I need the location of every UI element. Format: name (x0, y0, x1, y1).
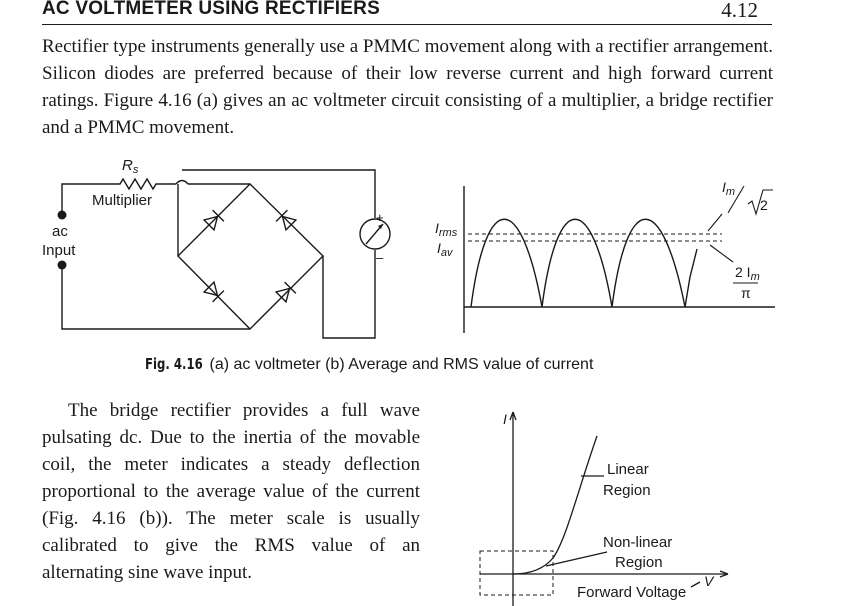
input-label-ac: ac (52, 223, 68, 240)
figure-caption (145, 355, 593, 374)
section-header (42, 0, 772, 25)
forward-pointer (691, 582, 700, 587)
input-terminal-top (58, 211, 67, 220)
y-axis-label: I (503, 411, 507, 427)
figure-c-diode-curve (470, 400, 750, 606)
figure-label: Fig. 4.16 (145, 355, 203, 373)
irms-label: $I_{rms}$ (435, 220, 458, 239)
linear-label-2: Region (603, 482, 651, 499)
bridge-rectifier (178, 184, 323, 329)
meter-bottom-wire (323, 250, 375, 338)
rs-label: $R_s$ (122, 157, 139, 176)
input-bottom-wire (62, 265, 250, 329)
section-number: 4.12 (721, 0, 758, 22)
iv-curve (513, 436, 597, 574)
meter-top-wire (182, 170, 375, 218)
im-label: $I_m$ (722, 179, 736, 198)
forward-voltage-label: Forward Voltage (577, 584, 687, 601)
nonlinear-label-1: Non-linear (603, 534, 673, 551)
nonlinear-label-2: Region (615, 554, 663, 571)
body-paragraph: The bridge rectifier provides a full wave pulsating dc. Due to the inertia of the movable coil, the meter indicates a steady deflection proportional to the average value of the current (Fig. 4.16 (b)). The meter scale is usually calibrated to give the RMS value of an alternating sine wave input. (42, 400, 420, 583)
input-label-input: Input (42, 242, 76, 259)
sqrt2-label: 2 (760, 197, 768, 213)
linear-label-1: Linear (607, 461, 649, 478)
diode-bottom-right-icon (275, 282, 296, 303)
rectified-wave (471, 219, 697, 307)
x-axis-label: V (704, 573, 714, 589)
section-title: AC VOLTMETER USING RECTIFIERS (42, 0, 380, 19)
figure-caption-text: (a) ac voltmeter (b) Average and RMS value of current (209, 356, 594, 373)
nonlinear-region-box (480, 551, 553, 595)
multiplier-resistor (116, 179, 176, 189)
intro-paragraph: Rectifier type instruments generally use a PMMC movement along with a rectifier arrangement. Silicon diodes are preferred because of their low reverse current and high forward current ratings. Figure 4.16 (a) gives an ac voltmeter circuit consisting of a multiplier, a bridge rectifier and a PMMC movement. (42, 36, 773, 138)
plus-sign: + (376, 210, 384, 225)
iav-pointer (710, 245, 733, 262)
wire-crossover (176, 181, 188, 185)
multiplier-label: Multiplier (92, 192, 153, 209)
pi-label: π (741, 285, 751, 301)
iav-label: $I_{av}$ (437, 240, 453, 259)
figure-b-waveform (430, 170, 790, 350)
figure-a-circuit (0, 150, 430, 350)
two-im-label: 2 $I_m$ (735, 264, 760, 283)
irms-pointer (708, 214, 722, 231)
minus-sign: – (376, 250, 384, 265)
input-terminal-bottom (58, 261, 67, 270)
